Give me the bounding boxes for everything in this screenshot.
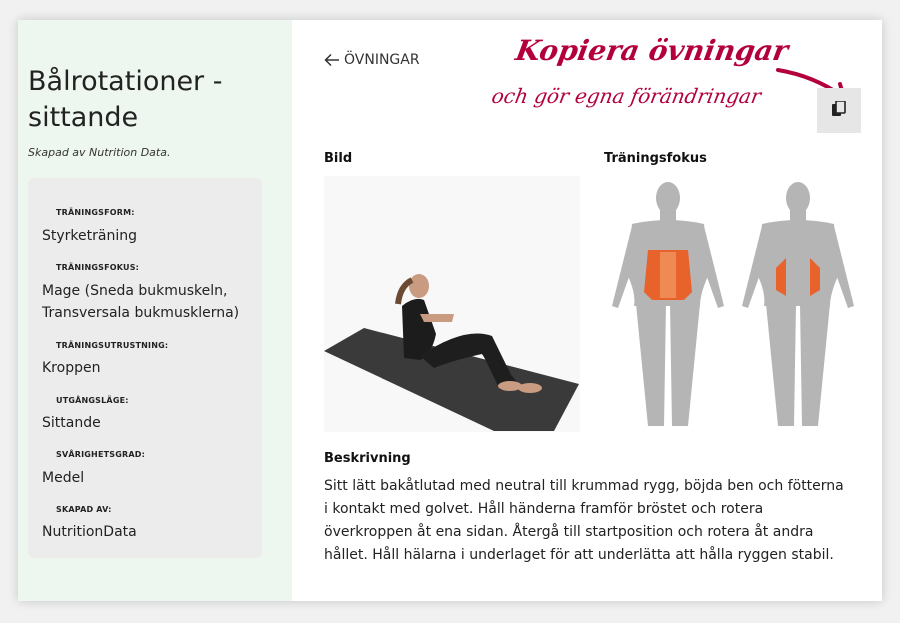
creator-line: Skapad av Nutrition Data. (28, 146, 171, 159)
info-value-created-by: NutritionData (42, 524, 137, 540)
sidebar (18, 20, 292, 601)
info-value-start-position: Sittande (42, 415, 101, 431)
info-value-difficulty: Medel (42, 470, 85, 486)
arrow-left-icon (324, 53, 340, 67)
info-value-training-form: Styrketräning (42, 228, 137, 244)
exercise-photo (324, 176, 580, 432)
copy-icon (832, 101, 846, 120)
info-label-training-focus: TRÄNINGSFOKUS: (56, 263, 140, 272)
info-card (28, 178, 262, 558)
description-text: Sitt lätt bakåtlutad med neutral till krummad rygg, böjda ben och fötterna i kontakt med golvet. Håll händerna framför bröstet och rotera överkroppen åt ena sidan. Återgå till startposition och rotera åt andra hållet. Håll hälarna i underlaget för att underlätta att hålla ryggen stabil. (324, 478, 844, 563)
info-value-equipment: Kroppen (42, 360, 101, 376)
image-heading: Bild (324, 151, 353, 166)
page-frame (18, 20, 882, 601)
back-link-label: ÖVNINGAR (344, 52, 420, 68)
copy-exercise-button[interactable] (817, 88, 861, 133)
info-value-training-focus: Mage (Sneda bukmuskeln, Transversala bukmusklerna) (42, 283, 240, 321)
focus-heading: Träningsfokus (604, 151, 707, 166)
info-label-training-form: TRÄNINGSFORM: (56, 208, 135, 217)
info-label-start-position: UTGÅNGSLÄGE: (56, 396, 129, 405)
annotation-line-2: och gör egna förändringar (489, 84, 763, 108)
annotation-line-1: Kopiera övningar (513, 34, 791, 67)
main-content (292, 20, 882, 601)
back-to-exercises-link[interactable] (324, 52, 420, 68)
info-label-difficulty: SVÅRIGHETSGRAD: (56, 450, 145, 459)
description-heading: Beskrivning (324, 451, 411, 466)
info-label-created-by: SKAPAD AV: (56, 505, 112, 514)
muscle-diagram (604, 176, 864, 436)
exercise-title: Bålrotationer - sittande (28, 66, 223, 133)
info-label-equipment: TRÄNINGSUTRUSTNING: (56, 341, 169, 350)
